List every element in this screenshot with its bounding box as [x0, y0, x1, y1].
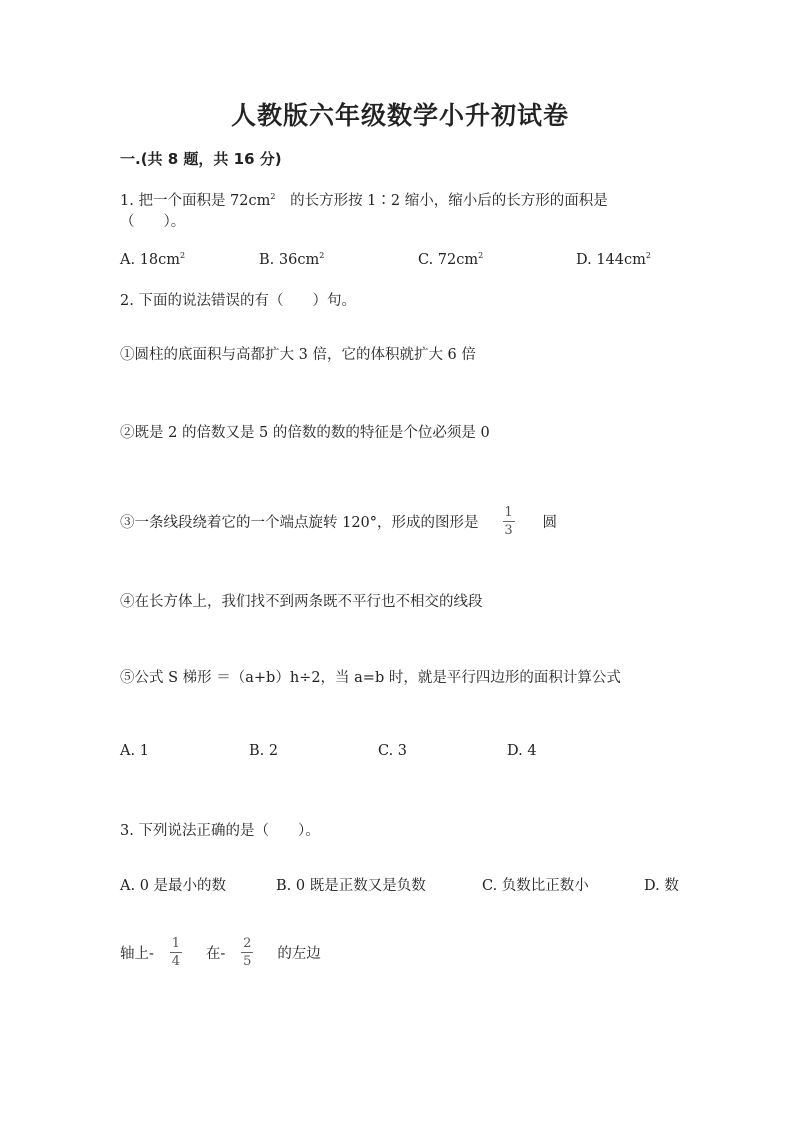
fraction-denominator: 3	[504, 523, 513, 538]
q1-option-a-sup: 2	[180, 251, 186, 260]
q1-option-b-text: B. 36cm	[259, 251, 320, 268]
section-heading: 一.(共 8 题，共 16 分)	[120, 150, 282, 168]
page-title: 人教版六年级数学小升初试卷	[230, 101, 569, 130]
q1-option-b	[259, 251, 324, 268]
fraction-numerator: 1	[504, 505, 513, 520]
fraction-one-third	[503, 506, 515, 537]
q1-stem-text-pre: 1. 把一个面积是 72cm	[120, 193, 271, 209]
fraction-numerator: 2	[243, 936, 252, 951]
q3-line2-text-b: 在-	[205, 946, 226, 962]
q2-statement-1: ①圆柱的底面积与高都扩大 3 倍，它的体积就扩大 6 倍	[120, 347, 476, 363]
q3-option-b: B. 0 既是正数又是负数	[276, 878, 426, 894]
q3-stem: 3. 下列说法正确的是（ ）。	[120, 823, 320, 839]
q1-option-b-sup: 2	[319, 251, 325, 260]
fraction-denominator: 5	[243, 954, 252, 969]
q2-statement-4: ④在长方体上，我们找不到两条既不平行也不相交的线段	[120, 594, 483, 610]
q1-stem-line2: （ ）。	[120, 214, 186, 230]
fraction-two-fifths	[241, 937, 253, 968]
q2-statement-5: ⑤公式 S 梯形 ＝（a+b）h÷2，当 a=b 时，就是平行四边形的面积计算公式	[120, 670, 621, 686]
q2-stem: 2. 下面的说法错误的有（ ）句。	[120, 293, 356, 309]
q1-option-d	[576, 251, 651, 268]
q1-option-a	[120, 251, 185, 268]
q2-s3-text-pre: ③一条线段绕着它的一个端点旋转 120°，形成的图形是	[120, 515, 479, 531]
q3-option-c: C. 负数比正数小	[482, 878, 589, 894]
fraction-bar	[503, 521, 515, 522]
q3-option-d: D. 数	[644, 878, 679, 894]
fraction-bar	[241, 952, 253, 953]
q2-option-c: C. 3	[378, 743, 408, 759]
q2-statement-2: ②既是 2 的倍数又是 5 的倍数的数的特征是个位必须是 0	[120, 425, 490, 441]
q1-option-c-sup: 2	[478, 251, 484, 260]
q2-option-b: B. 2	[249, 743, 279, 759]
q1-option-d-text: D. 144cm	[576, 251, 646, 268]
fraction-numerator: 1	[171, 936, 181, 951]
q3-option-d-continued	[120, 937, 321, 968]
q2-option-d: D. 4	[507, 743, 537, 759]
q1-stem-line1	[120, 189, 608, 210]
q3-line2-text-a: 轴上-	[120, 946, 154, 962]
q1-option-c-text: C. 72cm	[418, 251, 479, 268]
fraction-denominator: 4	[171, 954, 181, 969]
q2-option-a: A. 1	[120, 743, 149, 759]
q3-option-a: A. 0 是最小的数	[120, 878, 227, 894]
q2-s3-text-post: 圆	[542, 515, 558, 531]
q1-stem-text-post: 的长方形按 1∶2 缩小，缩小后的长方形的面积是	[290, 193, 608, 209]
q1-option-d-sup: 2	[645, 251, 651, 260]
q3-line2-text-c: 的左边	[277, 946, 321, 962]
q1-option-c	[418, 251, 483, 268]
q1-option-a-text: A. 18cm	[120, 251, 181, 268]
fraction-one-quarter	[170, 937, 182, 968]
q2-statement-3	[120, 506, 557, 537]
q1-unit-sup: 2	[270, 192, 276, 202]
fraction-bar	[170, 952, 182, 953]
